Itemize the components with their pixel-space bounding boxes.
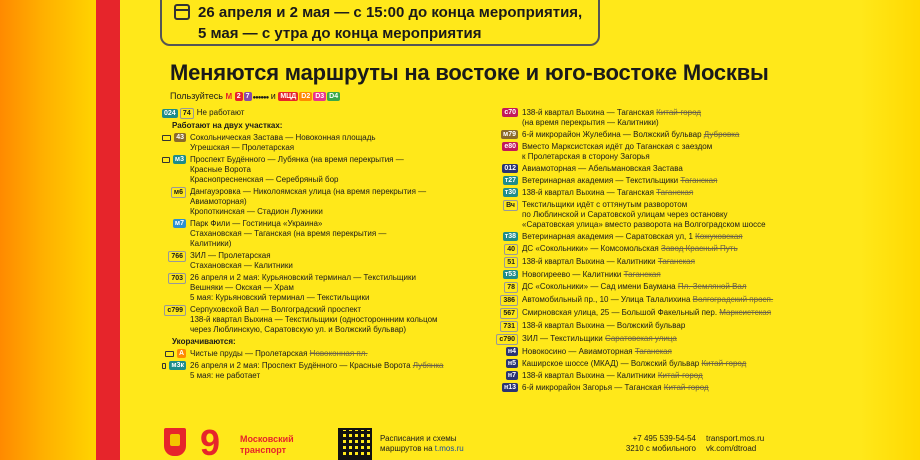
route-text: Дангауэровка — Николоямская улица (на время перекрытия — <box>190 187 427 196</box>
d2-badge: D2 <box>301 93 311 101</box>
route-row <box>162 133 482 153</box>
old-terminal: Новоконная пл. <box>309 349 368 358</box>
route-badge: 386 <box>500 295 518 306</box>
route-text: ЗИЛ — Пролетарская <box>190 251 271 260</box>
route-badge: 024 <box>164 110 176 117</box>
route-text: ДС «Сокольники» — Сад имени Баумана <box>522 282 676 291</box>
route-row <box>494 359 824 369</box>
not-working-row <box>162 108 482 119</box>
old-terminal: Таганская <box>657 257 695 266</box>
old-terminal: Волгоградский просп. <box>692 295 774 304</box>
route-text: Парк Фили — Гостиница «Украина» <box>190 219 323 228</box>
route-text: 138-й квартал Выхина — Таганская <box>522 108 654 117</box>
route-badge: м7 <box>174 220 184 227</box>
route-text: ЗИЛ — Текстильщики <box>522 334 603 343</box>
schedule-link[interactable]: t.mos.ru <box>434 444 464 453</box>
route-text: Калитники) <box>190 239 232 248</box>
calendar-icon <box>174 4 190 20</box>
route-text: Краснопресненская — Серебряный бор <box>190 175 339 184</box>
route-row <box>494 232 824 242</box>
bus-icon <box>162 157 170 163</box>
route-badge: 567 <box>500 308 518 319</box>
route-row <box>494 295 824 306</box>
route-badge: А <box>178 350 184 357</box>
route-text: Авиамоторная — Абельмановская Застава <box>522 164 683 173</box>
schedule-info: Расписания и схемы маршрутов на t.mos.ru <box>380 434 464 453</box>
route-badge: м79 <box>503 131 516 138</box>
route-row <box>494 308 824 319</box>
old-terminal: Марксистская <box>719 308 772 317</box>
route-text: ДС «Сокольники» — Комсомольская <box>522 244 659 253</box>
dates-box <box>160 0 600 46</box>
metro-lines-icons: ●●●●●● <box>252 95 269 101</box>
mobile-number: 3210 с мобильного <box>625 444 696 453</box>
route-text: 138-й квартал Выхина — Калитники <box>522 257 656 266</box>
route-badge: 74 <box>180 108 194 119</box>
bus-icon <box>162 363 166 369</box>
route-badge: т27 <box>504 177 516 184</box>
metro-icon: М <box>225 92 233 101</box>
route-text: Проспект Будённого — Лубянка (на время перекрытия — <box>190 155 404 164</box>
route-row <box>162 305 482 335</box>
left-column <box>162 108 482 383</box>
use-alternatives-line: Пользуйтесь М 2 7 ●●●●●● и МЦД D2 D3 D4 <box>170 91 339 101</box>
route-text: Новокосино — Авиамоторная <box>522 347 633 356</box>
route-text: Угрешская — Пролетарская <box>190 143 295 152</box>
route-badge: 766 <box>168 251 186 262</box>
route-text: (на время перекрытия — Калитники) <box>522 118 659 127</box>
route-badge: т38 <box>504 233 516 240</box>
moscow-coat-of-arms-icon <box>164 428 186 456</box>
site-link[interactable]: transport.mos.ru <box>706 434 765 443</box>
route-badge: 51 <box>504 257 518 268</box>
contacts <box>622 434 696 454</box>
old-terminal: Кожуховская <box>695 232 743 241</box>
route-text: 138-й квартал Выхина — Текстильщики (одностороннним кольцом <box>190 315 438 324</box>
right-edge-fade <box>860 0 920 460</box>
route-text: 26 апреля и 2 мая: Курьяновский терминал — Текстильщики <box>190 273 416 282</box>
route-row <box>162 361 482 381</box>
route-text: «Саратовская улица» вместо разворота на Волгоградском шоссе <box>522 220 766 229</box>
route-badge: 703 <box>168 273 186 284</box>
route-row <box>494 347 824 357</box>
route-row <box>494 142 824 162</box>
metro-line-badge: 2 <box>236 93 241 101</box>
route-text: Авиамоторная) <box>190 197 247 206</box>
route-badge: с70 <box>504 109 516 116</box>
old-terminal: Китай-город <box>663 383 709 392</box>
route-row <box>162 251 482 271</box>
route-badge: 43 <box>176 134 184 141</box>
route-badge: е80 <box>504 143 516 150</box>
old-terminal: Завод Красный Путь <box>661 244 738 253</box>
route-row <box>494 371 824 381</box>
web-links <box>706 434 764 454</box>
route-text: 138-й квартал Выхина — Таганская <box>522 188 654 197</box>
route-badge: 78 <box>504 282 518 293</box>
route-row <box>494 257 824 268</box>
route-text: Стахановская — Калитники <box>190 261 293 270</box>
route-badge: 012 <box>504 165 516 172</box>
route-row <box>162 349 482 359</box>
route-row <box>162 273 482 303</box>
route-row <box>494 108 824 128</box>
page-title: Меняются маршруты на востоке и юго-востоке Москвы <box>170 60 769 85</box>
route-text: Новогиреево — Калитники <box>522 270 622 279</box>
route-badge: 40 <box>504 244 518 255</box>
qr-code-icon[interactable] <box>338 428 372 460</box>
route-badge: н7 <box>507 372 516 379</box>
bus-icon <box>162 135 171 141</box>
route-row <box>494 130 824 140</box>
dates-line-2: 5 мая — с утра до конца мероприятия <box>198 25 482 42</box>
route-text: Текстильщики идёт с оттянутым разворотом <box>522 200 688 209</box>
route-text: 5 мая: не работает <box>190 371 261 380</box>
left-gradient-stripe <box>0 0 96 460</box>
route-text: 5 мая: Курьяновский терминал — Текстильщики <box>190 293 370 302</box>
route-text: Ветеринарная академия — Текстильщики <box>522 176 679 185</box>
route-row <box>494 244 824 255</box>
route-text: Ветеринарная академия — Саратовская ул, 1 <box>522 232 693 241</box>
route-text: Серпуховской Вал — Волгоградский проспект <box>190 305 362 314</box>
route-text: к Пролетарская в сторону Загорья <box>522 152 650 161</box>
route-row <box>494 334 824 345</box>
d3-badge: D3 <box>315 93 325 101</box>
route-row <box>494 188 824 198</box>
d4-badge: D4 <box>329 93 339 101</box>
metro-line-badge: 7 <box>245 93 250 101</box>
old-terminal: Китай-город <box>657 371 703 380</box>
route-badge: с790 <box>496 334 518 345</box>
route-text: Сокольническая Застава — Новоконная площадь <box>190 133 376 142</box>
brand-name: Московский транспорт <box>240 434 294 455</box>
mcd-icon: МЦД <box>280 93 297 101</box>
old-terminal: Таганская <box>623 270 661 279</box>
not-working-label: Не работают <box>196 108 245 117</box>
route-text: Автомобильный пр., 10 — Улица Талалихина <box>522 295 691 304</box>
route-row <box>162 187 482 217</box>
route-row <box>494 176 824 186</box>
route-text: 26 апреля и 2 мая: Проспект Будённого — Красные Ворота <box>190 361 411 370</box>
route-text: Кропоткинская — Стадион Лужники <box>190 207 323 216</box>
transport-logo-icon: 9 <box>200 422 221 460</box>
old-terminal: Китай-город <box>701 359 747 368</box>
route-text: Красные Ворота <box>190 165 251 174</box>
route-row <box>494 321 824 332</box>
route-text: Каширское шоссе (МКАД) — Волжский бульвар <box>522 359 700 368</box>
route-text: Чистые пруды — Пролетарская <box>190 349 308 358</box>
route-badge: м3к <box>171 362 184 369</box>
dates-line-1: 26 апреля и 2 мая — с 15:00 до конца мероприятия, <box>198 4 583 21</box>
route-text: Вместо Марксистская идёт до Таганская с заездом <box>522 142 713 151</box>
old-terminal: Лубянка <box>412 361 444 370</box>
route-badge: м6 <box>171 187 186 198</box>
route-text: Смирновская улица, 25 — Большой Факельный пер. <box>522 308 718 317</box>
route-row <box>494 383 824 393</box>
route-badge: н13 <box>503 384 516 391</box>
route-badge: м3 <box>174 156 184 163</box>
route-badge: т30 <box>504 189 516 196</box>
route-badge: н5 <box>507 360 516 367</box>
shortened-label: Укорачиваются: <box>172 337 236 346</box>
route-row <box>494 200 824 230</box>
old-terminal: Дубровка <box>703 130 740 139</box>
bus-icon <box>165 351 174 357</box>
route-text: 6-й микрорайон Жулебина — Волжский бульвар <box>522 130 702 139</box>
route-row <box>494 282 824 293</box>
old-terminal: Таганская <box>680 176 718 185</box>
footer <box>160 424 920 460</box>
route-text: 6-й микрорайон Загорья — Таганская <box>522 383 662 392</box>
route-row <box>494 164 824 174</box>
right-column <box>494 108 824 395</box>
route-badge: 731 <box>500 321 518 332</box>
route-text: через Люблинскую, Саратовскую ул. и Волжский бульвар) <box>190 325 407 334</box>
old-terminal: Пл. Земляной Вал <box>677 282 747 291</box>
old-terminal: Таганская <box>656 188 694 197</box>
phone-number[interactable]: +7 495 539-54-54 <box>632 434 696 443</box>
route-text: 138-й квартал Выхина — Калитники <box>522 371 656 380</box>
route-text: по Люблинской и Саратовской улицам через остановку <box>522 210 728 219</box>
route-row <box>162 155 482 185</box>
red-vertical-bar <box>96 0 120 460</box>
two-sections-label: Работают на двух участках: <box>172 121 283 130</box>
route-row <box>162 219 482 249</box>
vk-link[interactable]: vk.com/dtroad <box>706 444 757 453</box>
old-terminal: Таганская <box>634 347 672 356</box>
route-row <box>494 270 824 280</box>
route-badge: с799 <box>164 305 186 316</box>
old-terminal: Саратовская улица <box>604 334 677 343</box>
route-badge: Вч <box>503 200 518 211</box>
route-text: 138-й квартал Выхина — Волжский бульвар <box>522 321 686 330</box>
old-terminal: Китай-город <box>656 108 702 117</box>
route-badge: т53 <box>504 271 516 278</box>
route-text: Стахановская — Таганская (на время перекрытия — <box>190 229 387 238</box>
route-text: Вешняки — Окская — Храм <box>190 283 294 292</box>
route-badge: н4 <box>507 348 516 355</box>
